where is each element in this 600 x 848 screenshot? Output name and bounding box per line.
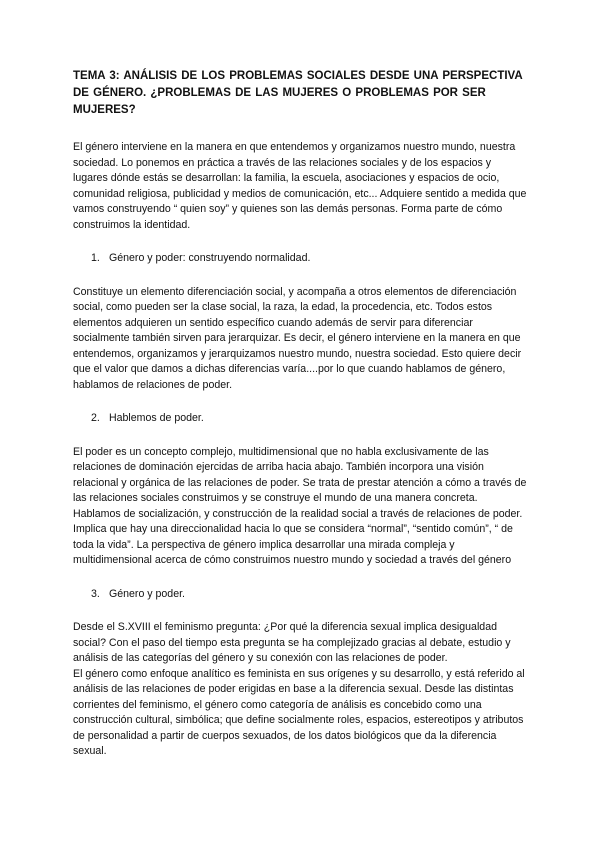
section-2-paragraph-2: Hablamos de socialización, y construcción de la realidad social a través de relaciones de poder. [73,507,523,520]
section-heading-text: Hablemos de poder. [109,412,204,424]
document-title: TEMA 3: ANÁLISIS DE LOS PROBLEMAS SOCIALES DESDE UNA PERSPECTIVA DE GÉNERO. ¿PROBLEMAS DE LAS MUJERES O PROBLEMAS POR SER MUJERES? [73,70,523,116]
section-3-paragraph-3: El género como enfoque analítico es feminista en sus orígenes y su desarrollo, y está referido al análisis de las relaciones de poder erigidas en base a la diferencia sexual. Desde las distintas corrientes del feminismo, el género como categoría de análisis es concebido como una construcción cultural, simbólica; que define socialmente roles, espacios, estereotipos y atributos de personalidad a partir de cuerpos sexuados, de los datos biológicos que da la diferencia sexual. [73,667,525,757]
section-heading-text: Género y poder. [109,587,185,600]
section-1-paragraph-1: Constituye un elemento diferenciación social, y acompaña a otros elementos de diferenciación social, como pueden ser la clase social, la raza, la edad, la procedencia, etc. Todos estos elementos adquieren un sentido específico cuando además de servir para diferenciar socialmente también sirven para jerarquizar. Es decir, el género interviene en la manera en que entendemos, organizamos y jerarquizamos nuestro mundo, nuestra sociedad. Esto quiere decir que el valor que damos a dichas diferencias varía....por lo que cuando hablamos de género, [73,285,522,375]
section-number: 1. [91,252,100,264]
section-number: 3. [91,587,100,600]
section-3-paragraph-2: análisis de las categorías del género y su conexión con las relaciones de poder. [73,652,448,664]
section-number: 2. [91,412,100,424]
section-heading-2 [91,411,527,427]
section-3-paragraph-1: Desde el S.XVIII el feminismo pregunta: ¿Por qué la diferencia sexual implica desigualdad social? Con el paso del tiempo esta pregunta se ha complejizado gracias al debate, estudio y [73,621,511,649]
section-2-paragraph-1: El poder es un concepto complejo, multidimensional que no habla exclusivamente de las relaciones de dominación ejercidas de arriba hacia abajo. También incorpora una visión relacional y orgánica de las relaciones de poder. Se trata de prestar atención a cómo a través de las relaciones sociales construimos y se construye el mundo de una manera concreta. [73,445,527,504]
section-heading-3 [91,587,527,603]
intro-paragraph-1: El género interviene en la manera en que entendemos y organizamos nuestro mundo, nuestra sociedad. Lo ponemos en práctica a través de las relaciones sociales y de los espacios y [73,141,516,169]
section-1-paragraph-2: hablamos de relaciones de poder. [73,378,233,391]
section-heading-1 [91,251,527,267]
section-2-paragraph-3: Implica que hay una direccionalidad hacia lo que se considera “normal”, “sentido común”, “ de toda la vida”. La perspectiva de género implica desarrollar una mirada compleja y multidimensional acerca de cómo construimos nuestro mundo y sociedad a través del género [73,523,513,566]
intro-paragraph-2: lugares dónde estás se desarrollan: la familia, la escuela, asociaciones y espacios de ocio, comunidad religiosa, publicidad y medios de comunicación, etc... Adquiere sentido a medida que vamos construyendo “ quien soy” y quienes son las demás personas. Forma parte de cómo construimos la identidad. [73,172,527,231]
section-heading-text: Género y poder: construyendo normalidad. [109,252,311,264]
